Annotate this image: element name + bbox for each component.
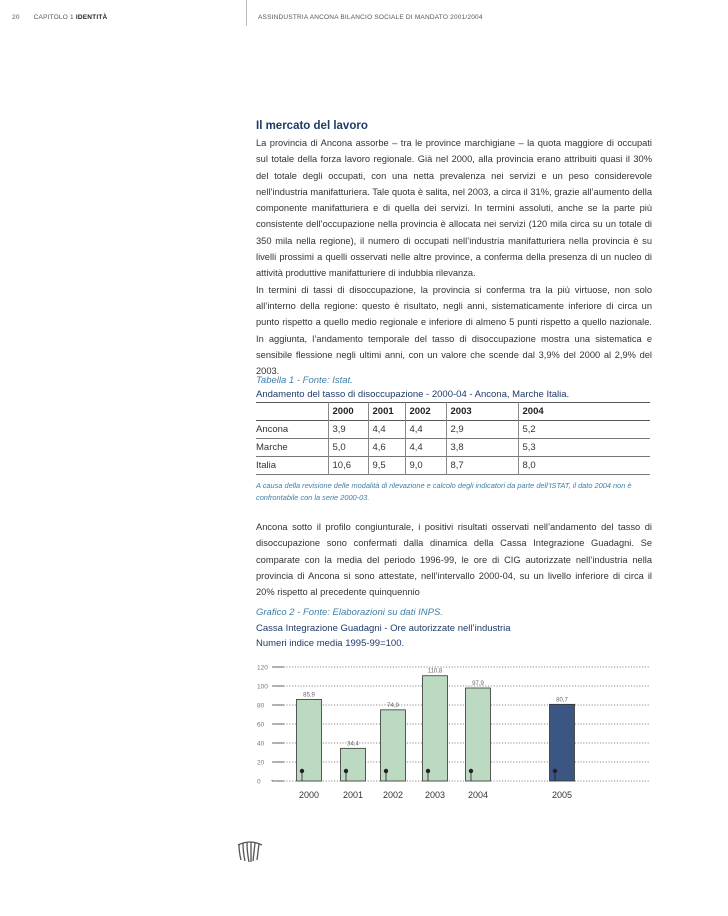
table-cell: Italia xyxy=(256,457,328,475)
table-header-cell: 2000 xyxy=(328,403,368,421)
table-cell: Ancona xyxy=(256,421,328,439)
table-row xyxy=(256,421,650,439)
table-cell: 4,6 xyxy=(368,439,405,457)
assindustria-logo-icon xyxy=(236,840,264,864)
table-header-row xyxy=(256,403,650,421)
y-tick-label: 100 xyxy=(257,683,268,691)
bar-marker-dot xyxy=(553,769,557,773)
chapter-title: IDENTITÀ xyxy=(75,14,108,21)
bar-marker-dot xyxy=(344,769,348,773)
table-cell: 8,7 xyxy=(446,457,518,475)
data-label: 97,9 xyxy=(472,680,484,687)
page-header-left xyxy=(12,14,107,21)
table-cell: 5,3 xyxy=(522,442,536,453)
table-cell: 8,0 xyxy=(522,460,536,471)
x-tick-label: 2003 xyxy=(424,790,446,800)
bar-marker-dot xyxy=(426,769,430,773)
table-cell: 4,4 xyxy=(405,421,446,439)
table-header-cell: 2004 xyxy=(522,406,544,417)
data-label: 85,9 xyxy=(303,692,315,699)
body-text-2: Ancona sotto il profilo congiunturale, i positivi risultati osservati nell’andamento del tasso di disoccupazione sono confermati dalla dinamica della Cassa Integrazione Guadagni. Se comparate con la media del periodo 1996-99, le ore di CIG autorizzate nell’industria nella provincia di Ancona si sono attestate, nell’intervallo 2000-04, su un livello inferiore di circa il 20% rispetto al precedente quinquennio xyxy=(256,522,652,598)
table-row xyxy=(256,457,650,475)
bar xyxy=(297,699,322,781)
bar-marker-dot xyxy=(384,769,388,773)
table-cell: 4,4 xyxy=(368,421,405,439)
bar xyxy=(423,676,448,781)
data-label: 74,9 xyxy=(387,702,399,709)
y-tick-label: 80 xyxy=(257,702,265,710)
chapter-label: CAPITOLO 1 xyxy=(33,14,74,21)
cig-bar-chart xyxy=(250,660,656,806)
running-title: ASSINDUSTRIA ANCONA BILANCIO SOCIALE DI MANDATO 2001/2004 xyxy=(258,14,483,21)
section-title: Il mercato del lavoro xyxy=(256,120,368,132)
y-tick-label: 120 xyxy=(257,664,268,672)
header-divider xyxy=(246,0,247,26)
table-cell: 9,5 xyxy=(368,457,405,475)
table-cell: 3,9 xyxy=(328,421,368,439)
paragraph: La provincia di Ancona assorbe – tra le province marchigiane – la quota maggiore di occupati sul totale della forza lavoro regionale. Già nel 2000, alla provincia erano attribuiti quasi il 30% del totale degli occupati, con una netta prevalenza nei servizi e un peso considerevole nell’industria manifatturiera. Tale quota è salita, nel 2003, a circa il 31%, grazie all’aumento della componente manifatturiera e di quella dei servizi. In termini assoluti, anche se la parte più consistente dell’occupazione nella provincia è allocata nei servizi (120 mila circa su un totale di 350 mila nella regione), il numero di occupati nell’industria manifatturiera nella provincia è su livelli prossimi a quelli osservati nelle altre province, a conferma della presenza di un nucleo di attività produttive manifatturiere di indubbia rilevanza. xyxy=(256,138,652,279)
data-label: 34,4 xyxy=(347,741,359,748)
table-cell: Marche xyxy=(256,439,328,457)
table-header-cell: 2001 xyxy=(368,403,405,421)
page-number: 20 xyxy=(12,14,20,21)
table-header-cell: 2002 xyxy=(405,403,446,421)
x-tick-label: 2005 xyxy=(551,790,573,800)
bar-marker-dot xyxy=(469,769,473,773)
chart-subtitle: Numeri indice media 1995-99=100. xyxy=(256,638,405,649)
bar-marker-dot xyxy=(300,769,304,773)
x-tick-label: 2002 xyxy=(382,790,404,800)
chart-title: Cassa Integrazione Guadagni - Ore autorizzate nell’industria xyxy=(256,623,511,634)
table-cell: 9,0 xyxy=(405,457,446,475)
table-title: Andamento del tasso di disoccupazione - 2000-04 - Ancona, Marche Italia. xyxy=(256,389,570,400)
table-header-cell: 2003 xyxy=(446,403,518,421)
y-tick-label: 0 xyxy=(257,778,261,786)
table-header-cell xyxy=(256,403,328,421)
bar xyxy=(341,748,366,781)
y-tick-label: 60 xyxy=(257,721,265,729)
bar xyxy=(550,704,575,781)
table-row xyxy=(256,439,650,457)
table-note: A causa della revisione delle modalità di rilevazione e calcolo degli indicatori da parte dell’ISTAT, il dato 2004 non è confrontabile con la serie 2000-03. xyxy=(256,481,632,502)
table-cell: 3,8 xyxy=(446,439,518,457)
y-tick-label: 40 xyxy=(257,740,265,748)
chart-source: Grafico 2 - Fonte: Elaborazioni su dati INPS. xyxy=(256,607,443,618)
body-text-1 xyxy=(256,135,652,379)
unemployment-table xyxy=(256,402,650,475)
data-label: 80,7 xyxy=(556,697,568,704)
table-cell: 10,6 xyxy=(328,457,368,475)
paragraph: In termini di tassi di disoccupazione, la provincia si conferma tra la più virtuose, non solo all’interno della regione: questo è risultato, negli anni, sistematicamente inferiore di circa un punto rispetto a quello medio regionale e inferiore di almeno 5 punti rispetto a quello nazionale. In aggiunta, l’andamento temporale del tasso di disoccupazione mostra una sistematica e sensibile flessione negli ultimi anni, con un valore che scende dal 3,9% del 2000 al 2,9% del 2003. xyxy=(256,284,652,377)
table-cell: 5,2 xyxy=(522,424,536,435)
y-tick-label: 20 xyxy=(257,759,265,767)
bar xyxy=(466,688,491,781)
table-cell: 4,4 xyxy=(405,439,446,457)
x-tick-label: 2001 xyxy=(342,790,364,800)
data-label: 110,8 xyxy=(427,668,443,675)
x-tick-label: 2000 xyxy=(298,790,320,800)
x-tick-label: 2004 xyxy=(467,790,489,800)
table-source: Tabella 1 - Fonte: Istat. xyxy=(256,375,353,386)
table-cell: 5,0 xyxy=(328,439,368,457)
table-cell: 2,9 xyxy=(446,421,518,439)
